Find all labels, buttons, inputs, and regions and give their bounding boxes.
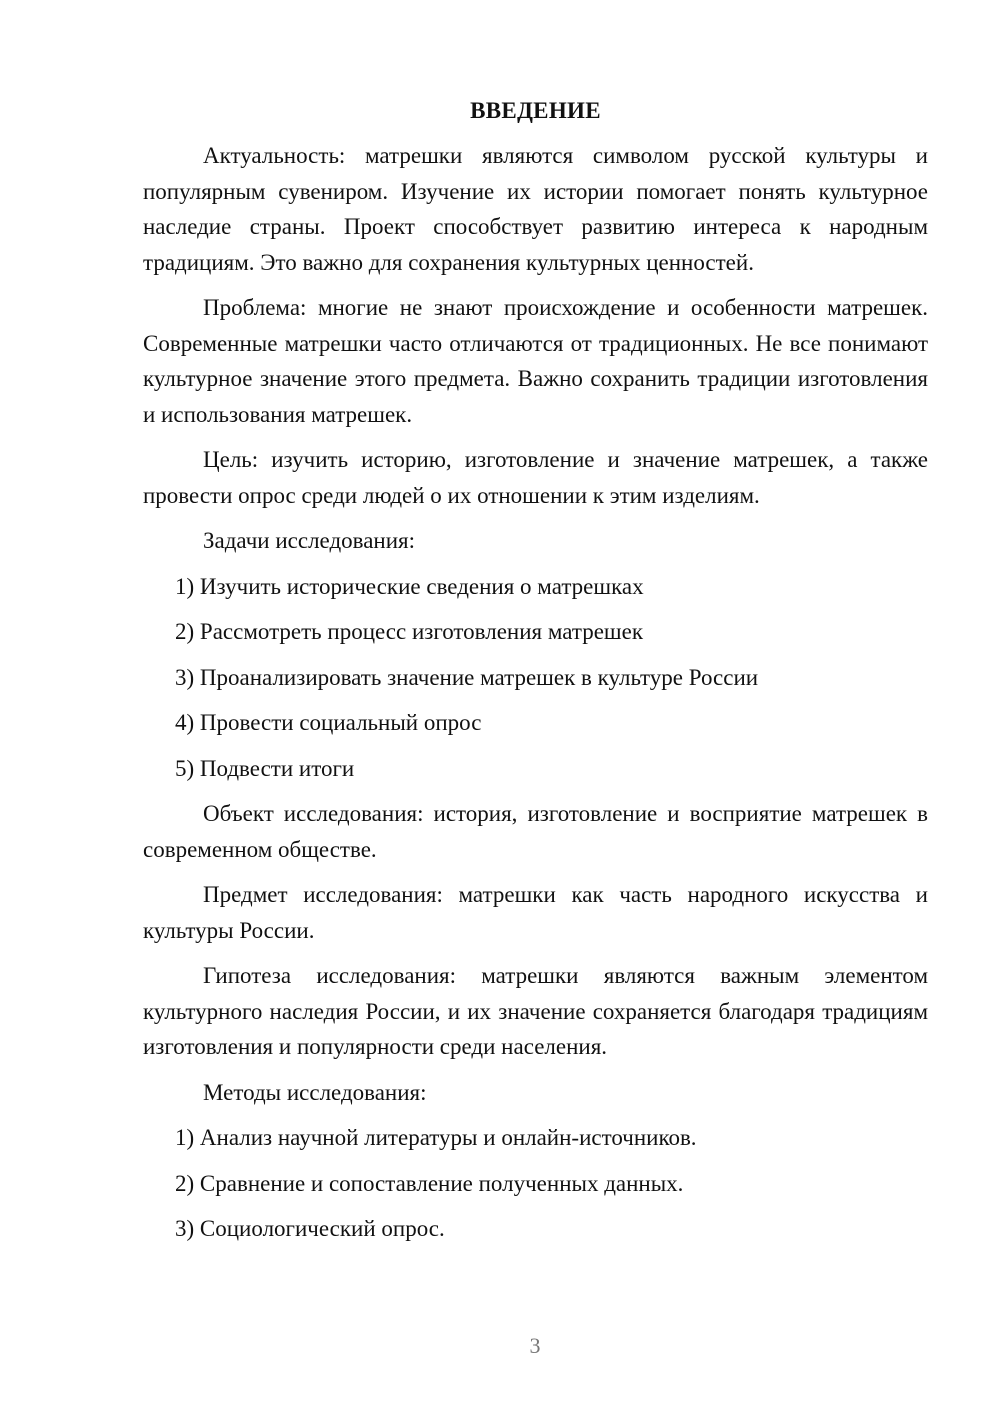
task-item: 5) Подвести итоги: [175, 755, 355, 781]
document-body: [143, 96, 928, 1257]
task-item: 3) Проанализировать значение матрешек в культуре России: [175, 664, 759, 690]
task-item: 2) Рассмотреть процесс изготовления матрешек: [175, 619, 644, 644]
task-item: 4) Провести социальный опрос: [175, 710, 482, 735]
method-item: 1) Анализ научной литературы и онлайн-источников.: [175, 1125, 697, 1150]
hypothesis-paragraph: Гипотеза исследования: матрешки являются важным элементом культурного наследия России, и их значение сохраняется благодаря традициям изготовления и популярности среди населения.: [143, 963, 928, 1059]
tasks-label: Задачи исследования:: [203, 528, 416, 553]
object-paragraph: Объект исследования: история, изготовление и восприятие матрешек в современном обществе.: [143, 801, 928, 862]
page-number: 3: [529, 1333, 541, 1358]
task-item: 1) Изучить исторические сведения о матрешках: [175, 573, 644, 599]
methods-label: Методы исследования:: [203, 1079, 427, 1105]
goal-paragraph: Цель: изучить историю, изготовление и значение матрешек, а также провести опрос среди людей о их отношении к этим изделиям.: [143, 447, 928, 508]
section-heading: ВВЕДЕНИЕ: [470, 98, 601, 123]
method-item: 2) Сравнение и сопоставление полученных данных.: [175, 1170, 684, 1196]
relevance-paragraph: Актуальность: матрешки являются символом русской культуры и популярным сувениром. Изучение их истории помогает понять культурное наследие страны. Проект способствует развитию интереса к народным традициям. Это важно для сохранения культурных ценностей.: [143, 143, 928, 275]
problem-paragraph: Проблема: многие не знают происхождение и особенности матрешек. Современные матрешки часто отличаются от традиционных. Не все понимают культурное значение этого предмета. Важно сохранить традиции изготовления и использования матрешек.: [143, 295, 928, 427]
subject-paragraph: Предмет исследования: матрешки как часть народного искусства и культуры России.: [143, 882, 928, 943]
method-item: 3) Социологический опрос.: [175, 1216, 445, 1241]
